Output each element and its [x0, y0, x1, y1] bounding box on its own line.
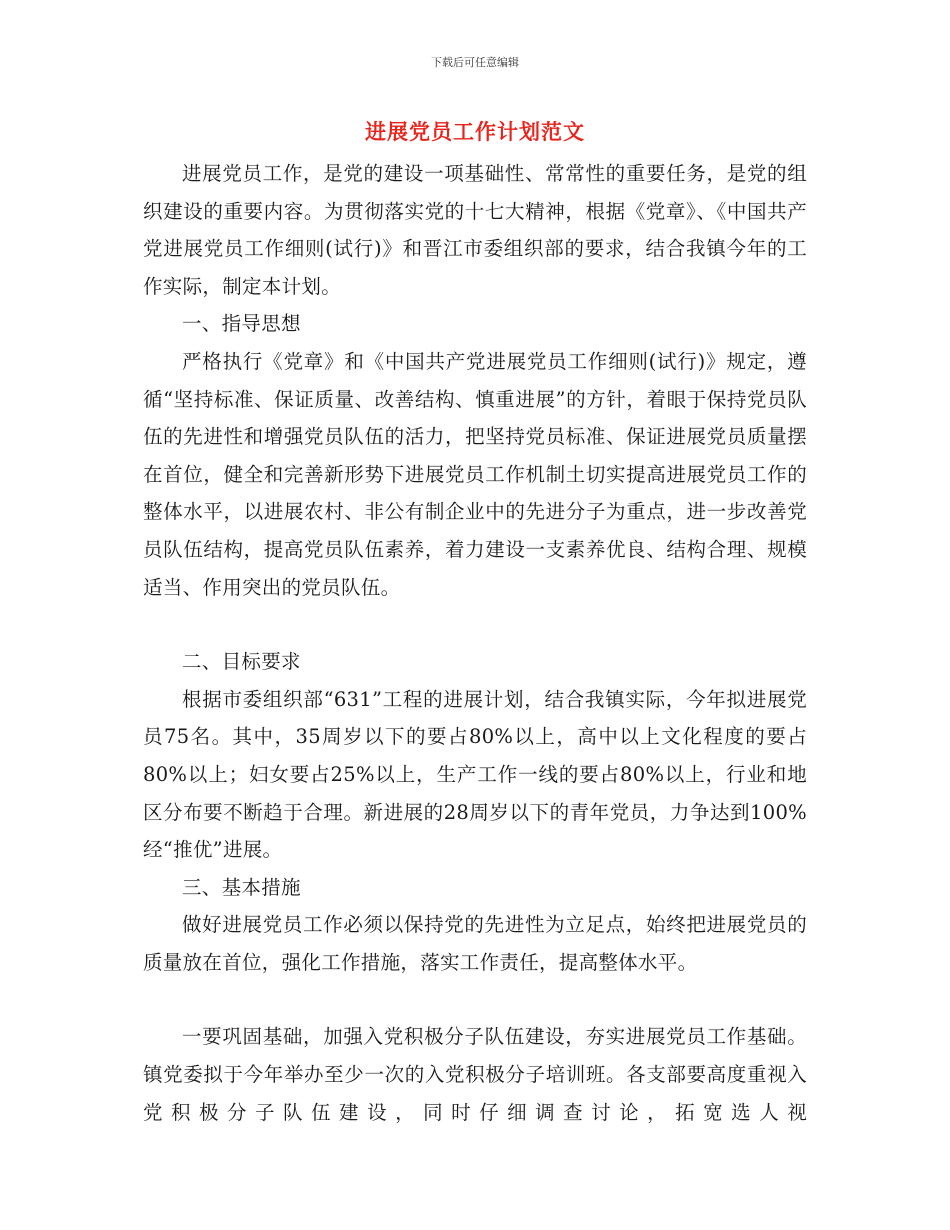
document-body	[143, 155, 807, 1131]
section-heading-guiding-ideology: 一、指导思想	[182, 312, 301, 336]
paragraph-intro: 进展党员工作，是党的建设一项基础性、常常性的重要任务，是党的组织建设的重要内容。为贯彻落实党的十七大精神，根据《党章》、《中国共产党进展党员工作细则(试行)》和晋江市委组织部的要求，结合我镇今年的工作实际，制定本计划。	[143, 162, 807, 298]
paragraph-measures: 做好进展党员工作必须以保持党的先进性为立足点，始终把进展党员的质量放在首位，强化工作措施，落实工作责任，提高整体水平。	[143, 913, 807, 974]
section-heading-measures: 三、基本措施	[182, 875, 301, 899]
paragraph-guiding-ideology: 严格执行《党章》和《中国共产党进展党员工作细则(试行)》规定，遵循“坚持标准、保证质量、改善结构、慎重进展”的方针，着眼于保持党员队伍的先进性和增强党员队伍的活力，把坚持党员标准、保证进展党员质量摆在首位，健全和完善新形势下进展党员工作机制土切实提高进展党员工作的整体水平，以进展农村、非公有制企业中的先进分子为重点，进一步改善党员队伍结构，提高党员队伍素养，着力建设一支素养优良、结构合理、规模适当、作用突出的党员队伍。	[143, 349, 807, 599]
paragraph-first-measure: 一要巩固基础，加强入党积极分子队伍建设，夯实进展党员工作基础。镇党委拟于今年举办至少一次的入党积极分子培训班。各支部要高度重视入党积极分子队伍建设，同时仔细调查讨论，拓宽选人视	[143, 1025, 807, 1124]
header-note: 下载后可任意编辑	[431, 56, 519, 69]
document-title: 进展党员工作计划范文	[365, 119, 585, 144]
paragraph-goals: 根据市委组织部“631”工程的进展计划，结合我镇实际，今年拟进展党员75名。其中，35周岁以下的要占80%以上，高中以上文化程度的要占80%以上；妇女要占25%以上，生产工作一线的要占80%以上，行业和地区分布要不断趋于合理。新进展的28周岁以下的青年党员，力争达到100%经“推优”进展。	[143, 687, 807, 862]
section-heading-goals: 二、目标要求	[182, 650, 301, 674]
